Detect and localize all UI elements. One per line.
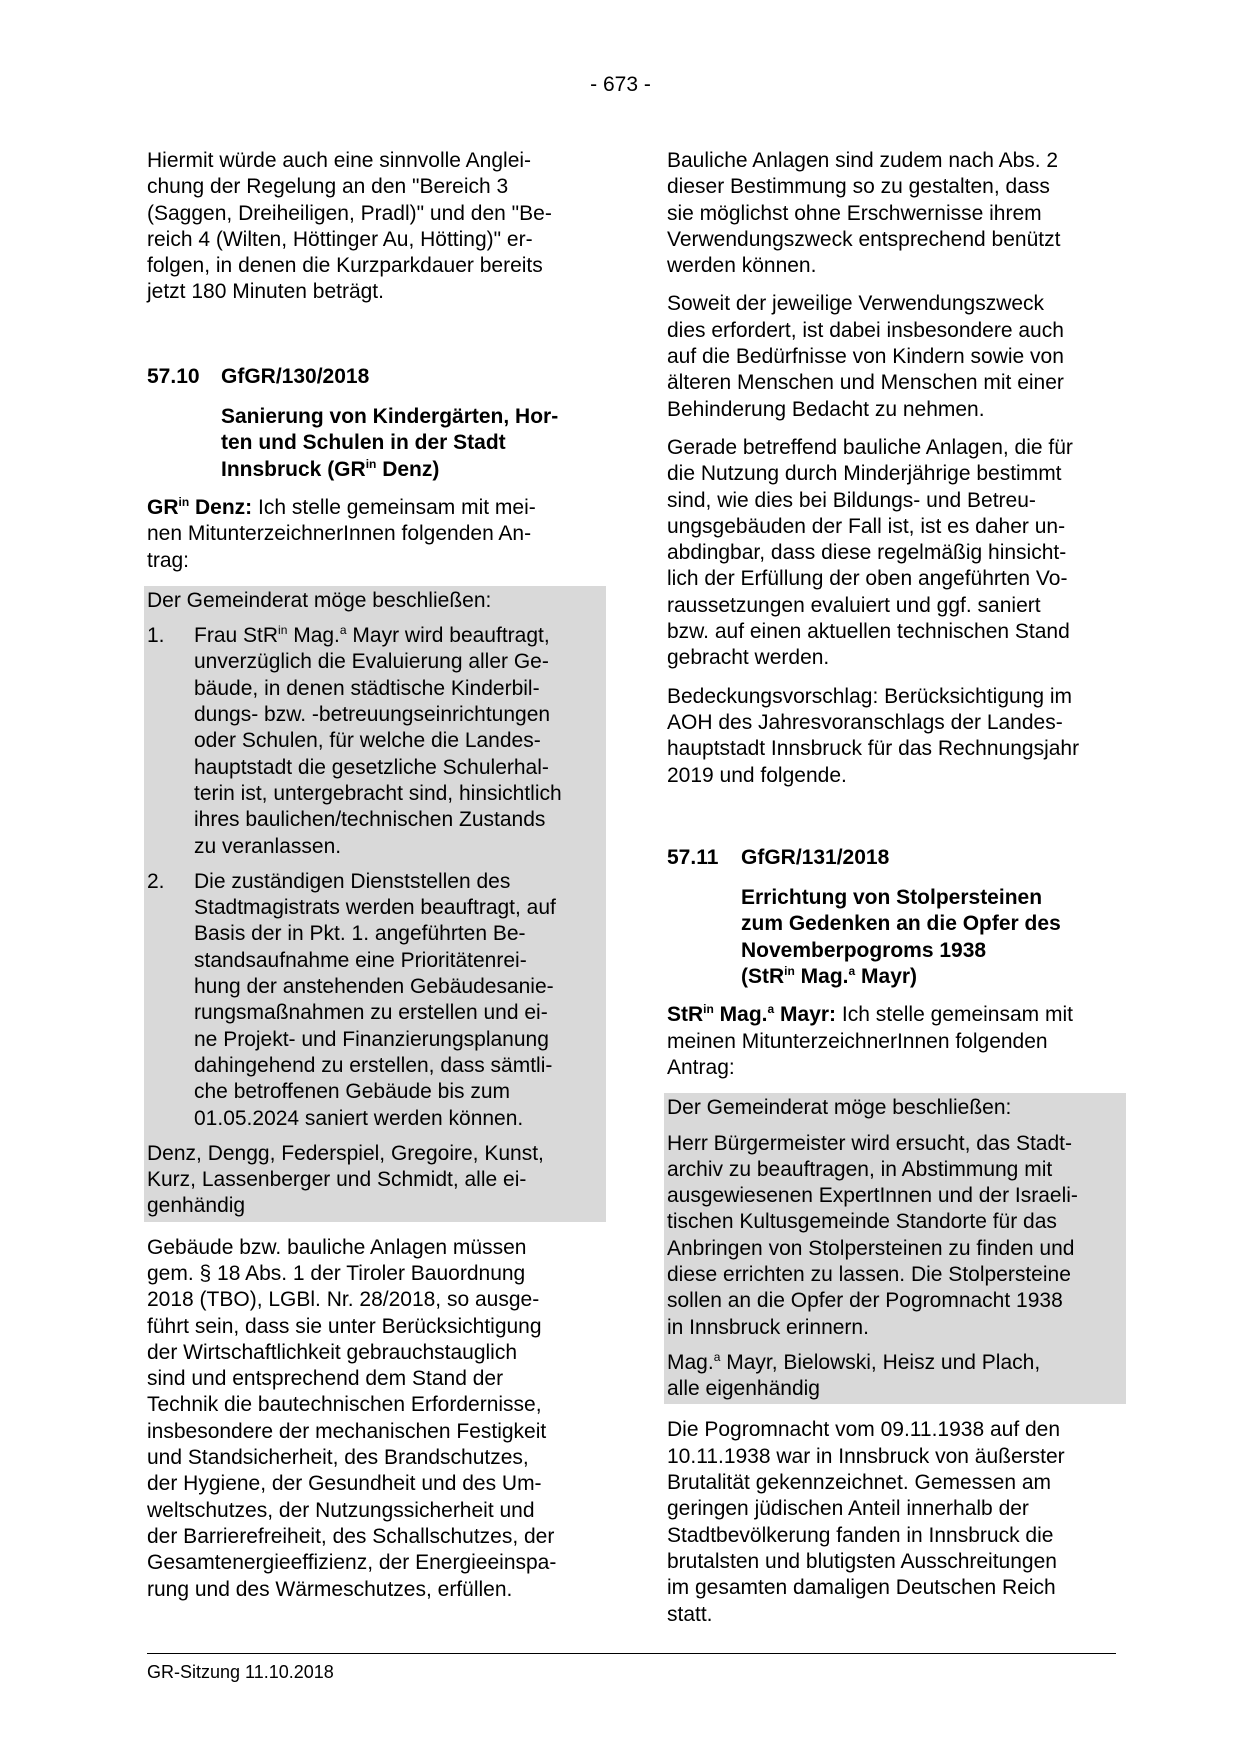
section-code: GfGR/131/2018 (741, 845, 890, 869)
section-number: 57.10 (147, 364, 200, 388)
section-title-part: Sanierung von Kindergärten, Hor- ten und Schulen in der Stadt Innsbruck (GR (221, 405, 559, 481)
motion-signatures: Denz, Dengg, Federspiel, Gregoire, Kunst, Kurz, Lassenberger und Schmidt, alle ei- genhändig (147, 1141, 544, 1218)
body-paragraph: Bauliche Anlagen sind zudem nach Abs. 2 dieser Bestimmung so zu gestalten, dass sie möglichst ohne Erschwernisse ihrem Verwendungszweck entsprechend benützt werden können. (667, 149, 1061, 278)
left-column (147, 148, 603, 1615)
footer-divider (147, 1653, 1116, 1654)
speaker-paragraph (667, 1002, 1123, 1081)
speech-text: Ich stelle gemeinsam mit meinen MitunterzeichnerInnen folgenden Antrag: (667, 1003, 1073, 1079)
speech-text: Ich stelle gemeinsam mit mei- nen MitunterzeichnerInnen folgenden An- trag: (147, 495, 536, 572)
speaker-paragraph (147, 495, 603, 574)
item-number: 1. (147, 624, 165, 648)
section-heading-57-11 (667, 845, 1123, 871)
section-title-part: Denz) (376, 457, 440, 481)
motion-item (147, 623, 603, 860)
section-title-57-11: Errichtung von Stolpersteinen zum Gedenken an die Opfer des Novemberpogroms 1938 (StR$^{in}$ Mag.$^a$ Mayr) (741, 886, 1061, 989)
right-column (667, 148, 1123, 1640)
superscript: in (365, 456, 377, 471)
motion-lead: Der Gemeinderat möge beschließen: (667, 1096, 1012, 1120)
section-code: GfGR/130/2018 (221, 364, 370, 388)
body-paragraph: Die Pogromnacht vom 09.11.1938 auf den 10.11.1938 war in Innsbruck von äußerster Brutalität gekennzeichnet. Gemessen am geringen jüdischen Anteil innerhalb der Stadtbevölkerung fanden in Innsbruck die brutalsten und blutigsten Ausschreitungen im gesamten damaligen Deutschen Reich statt. (667, 1418, 1065, 1626)
body-paragraph: Gerade betreffend bauliche Anlagen, die für die Nutzung durch Minderjährige bestimmt sind, wie dies bei Bildungs- und Betreu- ungsgebäuden der Fall ist, ist es daher un- abdingbar, dass diese regelmäßig hinsicht- lich der Erfüllung der oben angeführten Vo- raussetzungen evaluiert und ggf. saniert bzw. auf einen aktuellen technischen Stand gebracht werden. (667, 435, 1073, 670)
section-number: 57.11 (667, 845, 719, 869)
motion-item (147, 869, 603, 1132)
speaker-name: $GR^{in}$ Denz: (147, 494, 253, 519)
speaker-name: StR$^{in}$ Mag.$^a$ Mayr: (667, 1002, 837, 1027)
body-paragraph: Soweit der jeweilige Verwendungszweck dies erfordert, ist dabei insbesondere auch auf die Bedürfnisse von Kindern sowie von älteren Menschen und Menschen mit einer Behinderung Bedacht zu nehmen. (667, 292, 1064, 421)
item-number: 2. (147, 869, 165, 893)
page-number: - 673 - (590, 73, 651, 96)
footer-text: GR-Sitzung 11.10.2018 (147, 1662, 334, 1682)
section-heading-57-10 (147, 364, 603, 390)
motion-box-57-10 (144, 586, 606, 1222)
funding-paragraph: Bedeckungsvorschlag: Berücksichtigung im AOH des Jahresvoranschlags der Landes- hauptstadt Innsbruck für das Rechnungsjahr 2019 und folgende. (667, 684, 1080, 787)
motion-signatures: Mag.$^a$ Mayr, Bielowski, Heisz und Plach, alle eigenhändig (667, 1349, 1041, 1401)
motion-lead: Der Gemeinderat möge beschließen: (147, 588, 492, 612)
motion-box-57-11 (664, 1093, 1126, 1404)
section-title-57-10 (221, 404, 603, 483)
body-paragraph: Gebäude bzw. bauliche Anlagen müssen gem. § 18 Abs. 1 der Tiroler Bauordnung 2018 (TBO), LGBl. Nr. 28/2018, so ausge- führt sein, dass sie unter Berücksichtigung der Wirtschaftlichkeit gebrauchstauglich sind und entsprechend dem Stand der Technik die bautechnischen Erfordernisse, insbesondere der mechanischen Festigkeit und Standsicherheit, des Brandschutzes, der Hygiene, der Gesundheit und des Um- weltschutzes, der Nutzungssicherheit und der Barrierefreiheit, des Schallschutzes, der Gesamtenergieeffizienz, der Energieeinspa- rung und des Wärmeschutzes, erfüllen. (147, 1235, 557, 1601)
item-text: Die zuständigen Dienststellen des Stadtmagistrats werden beauftragt, auf Basis der in Pkt. 1. angeführten Be- standsaufnahme eine Prioritätenrei- hung der anstehenden Gebäudesanie- rungsmaßnahmen zu erstellen und ei- ne Projekt- und Finanzierungsplanung dahingehend zu erstellen, dass sämtli- che betroffenen Gebäude bis zum 01.05.2024 saniert werden können. (194, 869, 556, 1130)
intro-paragraph: Hiermit würde auch eine sinnvolle Anglei- chung der Regelung an den "Bereich 3 (Saggen, Dreiheiligen, Pradl)" und den "Be- reich 4 (Wilten, Höttinger Au, Hötting)" er- folgen, in denen die Kurzparkdauer bereits jetzt 180 Minuten beträgt. (147, 149, 552, 304)
item-text: Frau StR$^{in}$ Mag.$^a$ Mayr wird beauftragt, unverzüglich die Evaluierung aller Ge- bäude, in denen städtische Kinderbil- dungs- bzw. -betreuungseinrichtungen oder Schulen, für welche die Landes- hauptstadt die gesetzliche Schulerhal- terin ist, untergebracht sind, hinsichtlich ihres baulichen/technischen Zustands zu veranlassen. (194, 623, 562, 858)
motion-text: Herr Bürgermeister wird ersucht, das Stadt- archiv zu beauftragen, in Abstimmung mit ausgewiesenen ExpertInnen und der Israeli- tischen Kultusgemeinde Standorte für das Anbringen von Stolpersteinen zu finden und diese errichten zu lassen. Die Stolpersteine sollen an die Opfer der Pogromnacht 1938 in Innsbruck erinnern. (667, 1131, 1078, 1339)
